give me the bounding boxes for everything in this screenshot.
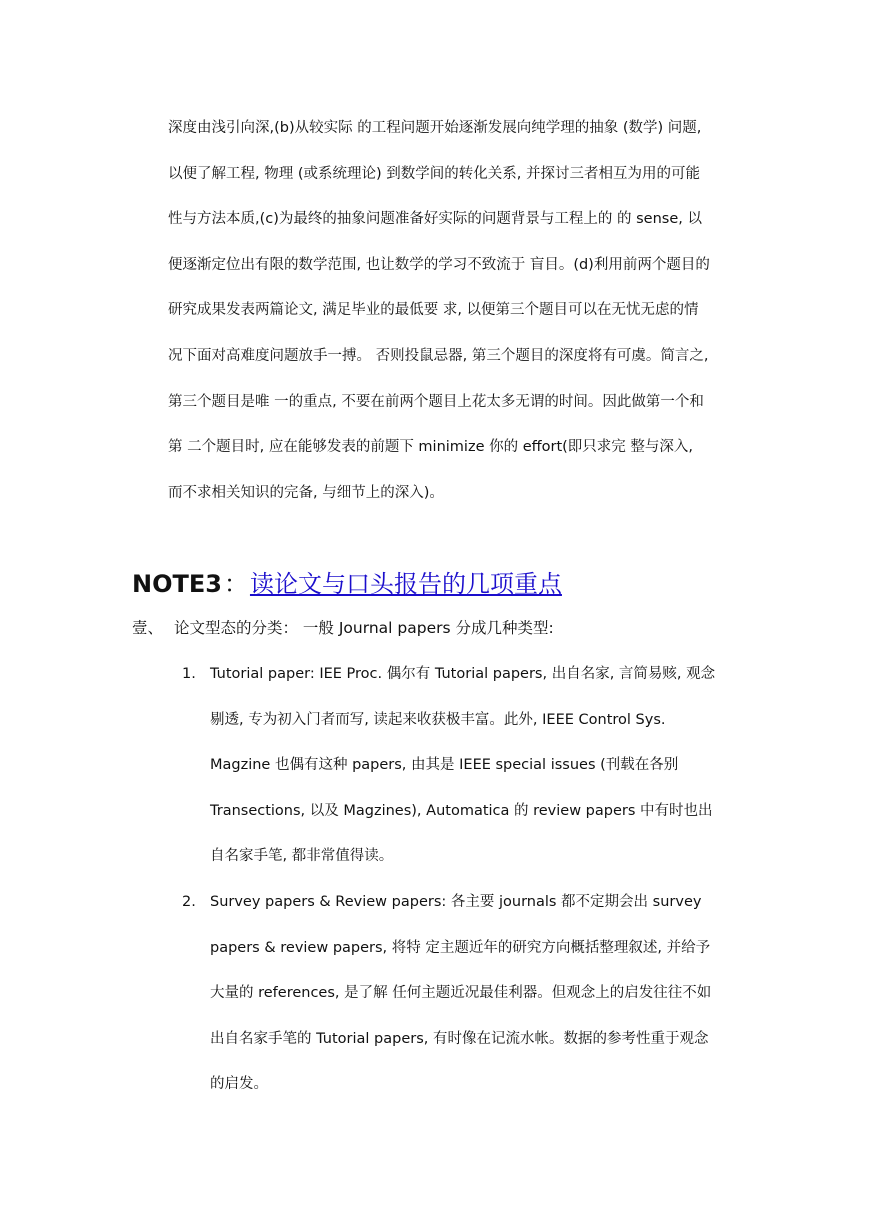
list-line: Transections, 以及 Magzines), Automatica 的 review papers 中有时也出 xyxy=(210,802,713,819)
subsection-title xyxy=(132,615,554,641)
paragraph-line: 以便了解工程, 物理 (或系统理论) 到数学间的转化关系, 并探讨三者相互为用的可能 xyxy=(168,165,700,182)
list-line: 出自名家手笔的 Tutorial papers, 有时像在记流水帐。数据的参考性重于观念 xyxy=(210,1030,709,1047)
subsection-number: 壹、 xyxy=(132,619,164,637)
list-line: 的启发。 xyxy=(210,1076,268,1093)
list-line: Magzine 也偶有这种 papers, 由其是 IEEE special issues (刊载在各别 xyxy=(210,757,679,774)
paragraph-line: 第三个题目是唯 一的重点, 不要在前两个题目上花太多无谓的时间。因此做第一个和 xyxy=(168,393,704,410)
list-line: papers & review papers, 将特 定主题近年的研究方向概括整理叙述, 并给予 xyxy=(210,939,711,956)
heading-link[interactable]: 读论文与口头报告的几项重点 xyxy=(249,570,562,598)
paragraph-line: 第 二个题目时, 应在能够发表的前题下 minimize 你的 effort(即只求完 整与深入, xyxy=(168,439,694,456)
paragraph-line: 性与方法本质,(c)为最终的抽象问题准备好实际的问题背景与工程上的 的 sense, 以 xyxy=(168,211,702,228)
list-line: 剔透, 专为初入门者而写, 读起来收获极丰富。此外, IEEE Control Sys. xyxy=(210,711,666,728)
heading-colon: ： xyxy=(223,570,248,598)
list-line: Tutorial paper: IEE Proc. 偶尔有 Tutorial papers, 出自名家, 言简易赅, 观念 xyxy=(210,666,716,682)
list-item-body xyxy=(210,659,750,887)
body-paragraph xyxy=(168,113,738,523)
list-marker: 2. xyxy=(182,894,196,910)
paragraph-line: 况下面对高难度问题放手一搏。 否则投鼠忌器, 第三个题目的深度将有可虞。简言之, xyxy=(168,347,709,364)
paragraph-line: 研究成果发表两篇论文, 满足毕业的最低要 求, 以便第三个题目可以在无忧无虑的情 xyxy=(168,302,699,319)
subsection-text: 论文型态的分类： 一般 Journal papers 分成几种类型: xyxy=(174,619,554,637)
paragraph-line: 便逐渐定位出有限的数学范围, 也让数学的学习不致流于 盲目。(d)利用前两个题目的 xyxy=(168,256,710,273)
section-heading xyxy=(132,566,562,602)
list-line: 大量的 references, 是了解 任何主题近况最佳利器。但观念上的启发往往不如 xyxy=(210,985,712,1002)
list-line: Survey papers & Review papers: 各主要 journals 都不定期会出 survey xyxy=(210,894,702,910)
paragraph-line: 而不求相关知识的完备, 与细节上的深入)。 xyxy=(168,484,444,501)
list-item-body xyxy=(210,887,750,1115)
list-marker: 1. xyxy=(182,666,196,682)
paragraph-line: 深度由浅引向深,(b)从较实际 的工程问题开始逐渐发展向纯学理的抽象 (数学) 问题, xyxy=(168,120,702,136)
heading-note-label: NOTE3 xyxy=(132,570,222,598)
list-line: 自名家手笔, 都非常值得读。 xyxy=(210,848,394,865)
